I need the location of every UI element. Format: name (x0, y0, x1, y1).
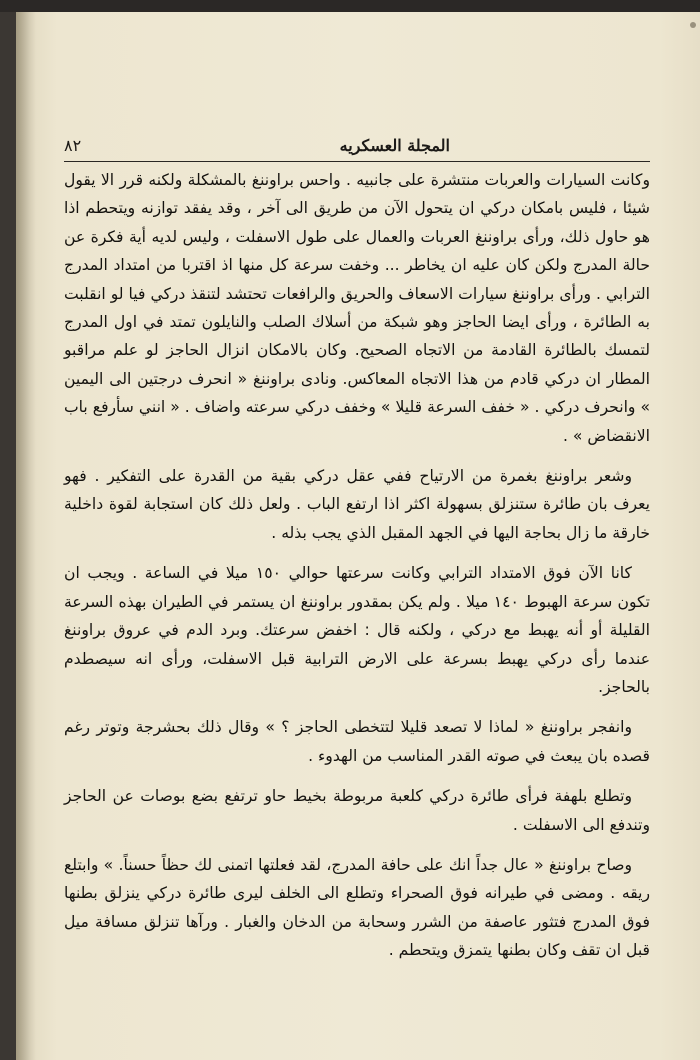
scan-speck (690, 22, 696, 28)
paragraph: وصاح براوننغ « عال جداً انك على حافة المدرج، لقد فعلتها اتمنى لك حظاً حسناً. » وابتلع ريقه . ومضى في طيرانه فوق الصحراء وتطلع الى الخلف ليرى طائرة دركي ينزلق بطنها فوق المدرج فتثور عاصفة من الشرر وسحابة من الدخان والغبار . ورآها تنزلق مسافة ميل قبل ان تقف وكان بطنها يتمزق ويتحطم . (64, 855, 650, 960)
page-number: ٨٢ (64, 135, 82, 155)
paragraph: وكانت السيارات والعربات منتشرة على جانبيه . واحس براوننغ بالمشكلة ولكنه قرر الا يقول شيئا ، فليس بامكان دركي ان يتحول الآن من طريق الى آخر ، وقد يفقد توازنه ويتحطم اذا هو حاول ذلك، ورأى براوننغ العربات والعمال على طول الاسفلت ، وليس لديه أية فكرة عن حالة المدرج ولكن كان عليه ان يخاطر ... وخفت سرعة كل منها اذ اقتربا من امتداد المدرج الترابي . ورأى براوننغ سيارات الاسعاف والحريق والرافعات تحتشد لتنقذ دركي فيا لو انقلبت به الطائرة ، ورأى ايضا الحاجز وهو شبكة من أسلاك الصلب والنايلون تمتد في اول المدرج لتمسك بالطائرة القادمة من الاتجاه الصحيح. وكان بالامكان انزال الحاجز لو علم مراقبو المطار ان دركي قادم من هذا الاتجاه المعاكس. ونادى براوننغ « انحرف درجتين الى اليمين » وانحرف دركي . « خفف السرعة قليلا » وخفف دركي سرعته واضاف . « انني سأرفع باب الانقضاض » . (64, 171, 650, 445)
paragraph: وانفجر براوننغ « لماذا لا تصعد قليلا لتتخطى الحاجز ؟ » وقال ذلك بحشرجة وتوتر رغم قصده بان يبعث في صوته القدر المناسب من الهدوء . (64, 718, 650, 765)
paragraph: كانا الآن فوق الامتداد الترابي وكانت سرعتها حوالي ١٥٠ ميلا في الساعة . ويجب ان تكون سرعة الهبوط ١٤٠ ميلا . ولم يكن بمقدور براوننغ ان يستمر في الطيران بهذه السرعة القليلة أو أنه يهبط مع دركي ، ولكنه قال : اخفض سرعتك. وبرد الدم في عروق براوننغ عندما رأى دركي يهبط بسرعة على الارض الترابية قبل الاسفلت، ورأى انه سيصطدم بالحاجز. (64, 564, 650, 696)
book-page (16, 12, 700, 1060)
page-gutter-shadow (16, 12, 36, 1060)
article-body (64, 166, 650, 965)
running-title: المجلة العسكريه (339, 135, 450, 155)
page-header (64, 130, 650, 160)
paragraph: وتطلع بلهفة فرأى طائرة دركي كلعبة مربوطة بخيط حاو ترتفع بضع بوصات عن الحاجز وتندفع الى الاسفلت . (64, 787, 650, 834)
paragraph: وشعر براوننغ بغمرة من الارتياح ففي عقل دركي بقية من القدرة على التفكير . فهو يعرف بان طائرة ستنزلق بسهولة اكثر اذا ارتفع الباب . ولعل ذلك كان استجابة لقوة داخلية خارقة ما زال بحاجة اليها في الجهد المقبل الذي يجب بذله . (64, 467, 650, 542)
scan-border (0, 0, 700, 12)
header-rule (64, 161, 650, 162)
